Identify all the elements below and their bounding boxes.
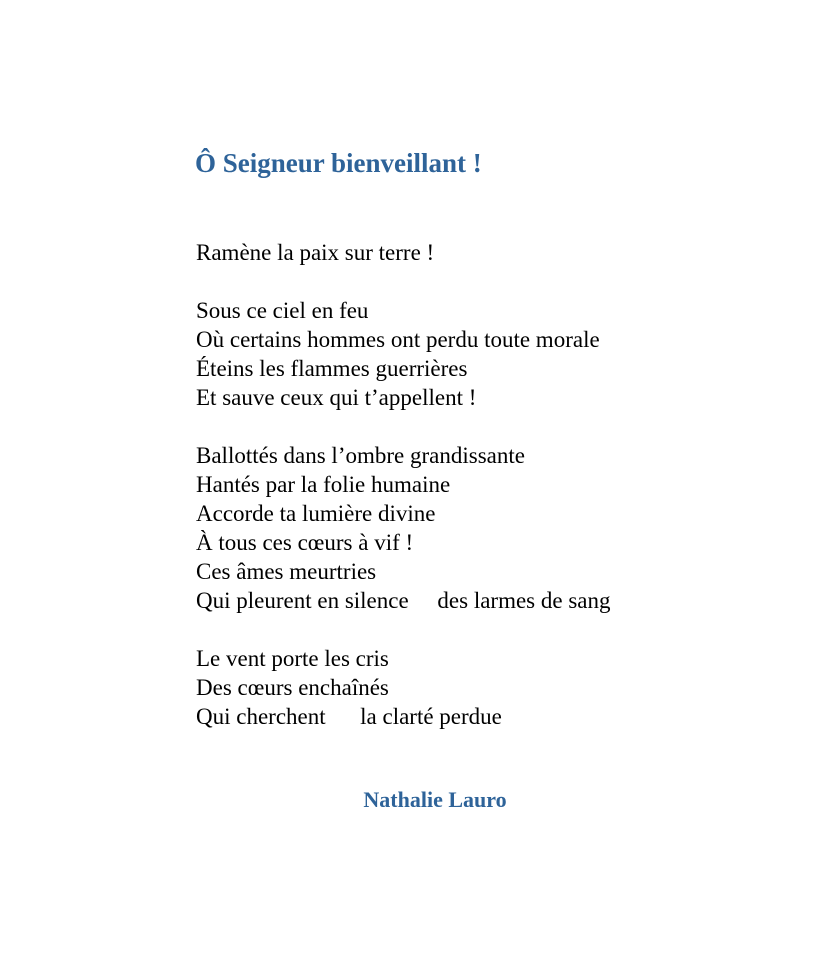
- poem-line: Le vent porte les cris: [196, 646, 389, 671]
- poem-line: Ramène la paix sur terre !: [196, 240, 435, 265]
- stanza-1: [196, 238, 756, 267]
- poem-line: Et sauve ceux qui t’appellent !: [196, 385, 477, 410]
- poem-line: Des cœurs enchaînés: [196, 675, 389, 700]
- poem-line: Où certains hommes ont perdu toute morale: [196, 327, 600, 352]
- poem-line: Hantés par la folie humaine: [196, 472, 451, 497]
- poem-body: [196, 238, 756, 731]
- poem-line: Sous ce ciel en feu: [196, 298, 369, 323]
- poem-line: Ces âmes meurtries: [196, 559, 377, 584]
- stanza-3: [196, 441, 756, 615]
- poem-line: Ballottés dans l’ombre grandissante: [196, 443, 525, 468]
- poem-line: Qui cherchent la clarté perdue: [196, 704, 502, 729]
- poem-title: Ô Seigneur bienveillant !: [195, 148, 482, 178]
- poem-line: À tous ces cœurs à vif !: [196, 530, 414, 555]
- poem-line: Accorde ta lumière divine: [196, 501, 436, 526]
- stanza-4: [196, 644, 756, 731]
- poem-line: Qui pleurent en silence des larmes de sang: [196, 588, 611, 613]
- author-signature: Nathalie Lauro: [363, 787, 507, 812]
- poem-line: Éteins les flammes guerrières: [196, 356, 468, 381]
- stanza-2: [196, 296, 756, 412]
